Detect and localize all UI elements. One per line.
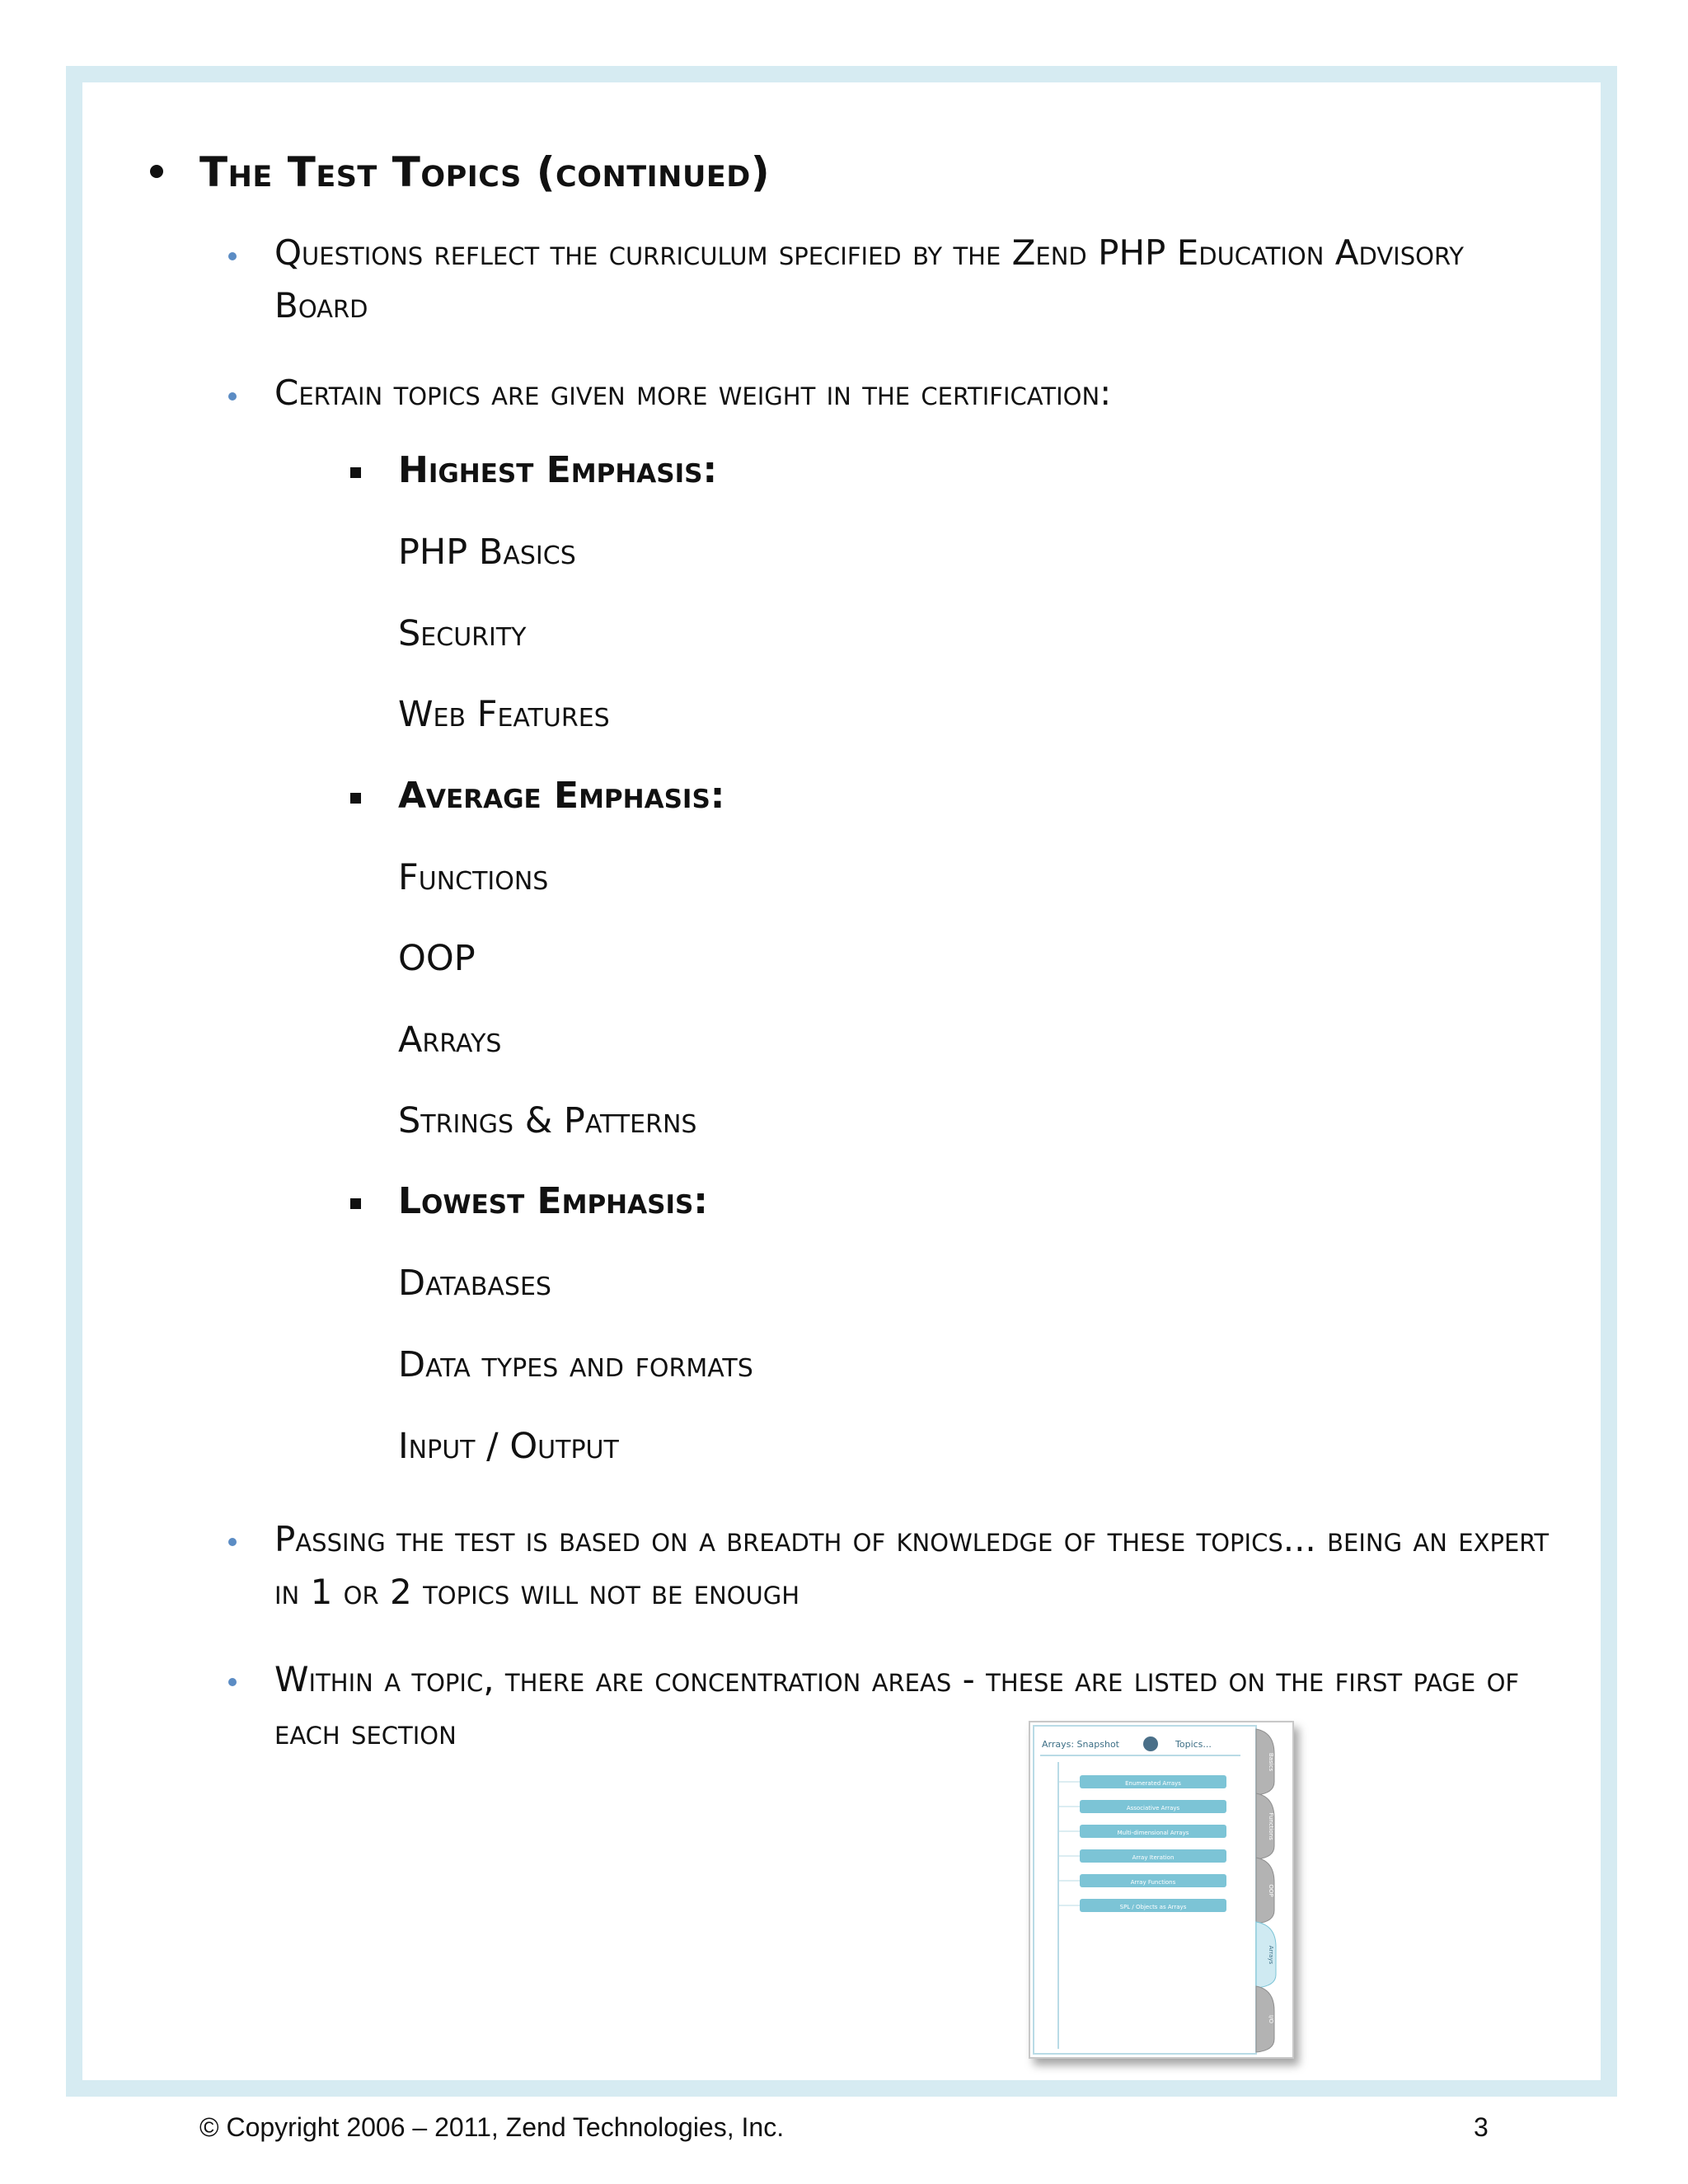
square-bullet	[350, 467, 361, 478]
bullet-within: Within a topic, there are concentration areas - these are listed on the first page of each section	[274, 1659, 1520, 1752]
section-heading: The Test Topics (continued)	[199, 148, 771, 196]
section-snapshot-thumbnail	[1029, 1721, 1294, 2059]
bullet-dot	[228, 392, 237, 401]
bullet-dot	[228, 1538, 237, 1546]
bullet-dot	[150, 165, 163, 178]
emphasis-item: Functions	[398, 857, 549, 898]
snapshot-row: Associative Arrays	[1126, 1805, 1180, 1811]
emphasis-item: Data types and formats	[398, 1344, 753, 1385]
page-number: 3	[1474, 2112, 1489, 2142]
snapshot-globe-icon	[1143, 1736, 1158, 1751]
emphasis-item: Security	[398, 613, 527, 654]
footer-copyright: © Copyright 2006 – 2011, Zend Technologies, Inc.	[199, 2112, 785, 2142]
bullet-dot	[228, 1678, 237, 1686]
snapshot-tabs	[1256, 1729, 1276, 2052]
bullet-questions: Questions reflect the curriculum specified by the Zend PHP Education Advisory Board	[274, 232, 1464, 326]
emphasis-item: Web Features	[398, 694, 610, 735]
emphasis-item: Databases	[398, 1263, 551, 1304]
square-bullet	[350, 1198, 361, 1209]
snapshot-row: Multi-dimensional Arrays	[1117, 1830, 1189, 1836]
emphasis-item: Input / Output	[398, 1426, 619, 1467]
emphasis-item: Arrays	[398, 1019, 502, 1061]
bullet-passing: Passing the test is based on a breadth of knowledge of these topics... being an expert in 1 or 2 topics will not be enough	[274, 1519, 1550, 1612]
emphasis-item: PHP Basics	[398, 532, 576, 573]
emphasis-item: OOP	[398, 938, 476, 979]
snapshot-row: Array Functions	[1130, 1879, 1176, 1886]
emphasis-average-label: Average Emphasis:	[398, 775, 725, 817]
snapshot-illustration	[1030, 1722, 1292, 2057]
snapshot-tab: OOP	[1268, 1884, 1274, 1897]
snapshot-title-left: Arrays: Snapshot	[1042, 1739, 1119, 1750]
bullet-dot	[228, 252, 237, 260]
bullet-certain: Certain topics are given more weight in the certification:	[274, 373, 1112, 413]
snapshot-title-right: Topics...	[1175, 1739, 1212, 1750]
snapshot-tab: Functions	[1268, 1812, 1274, 1840]
emphasis-highest-label: Highest Emphasis:	[398, 449, 718, 491]
snapshot-row: SPL / Objects as Arrays	[1119, 1904, 1187, 1910]
snapshot-row: Enumerated Arrays	[1125, 1780, 1181, 1787]
snapshot-row: Array Iteration	[1132, 1854, 1175, 1861]
emphasis-item: Strings & Patterns	[398, 1100, 697, 1141]
snapshot-tab: Arrays	[1268, 1945, 1274, 1965]
emphasis-lowest-label: Lowest Emphasis:	[398, 1180, 708, 1222]
snapshot-tab: I/O	[1268, 2015, 1274, 2023]
square-bullet	[350, 793, 361, 804]
snapshot-tab: Basics	[1268, 1752, 1274, 1772]
